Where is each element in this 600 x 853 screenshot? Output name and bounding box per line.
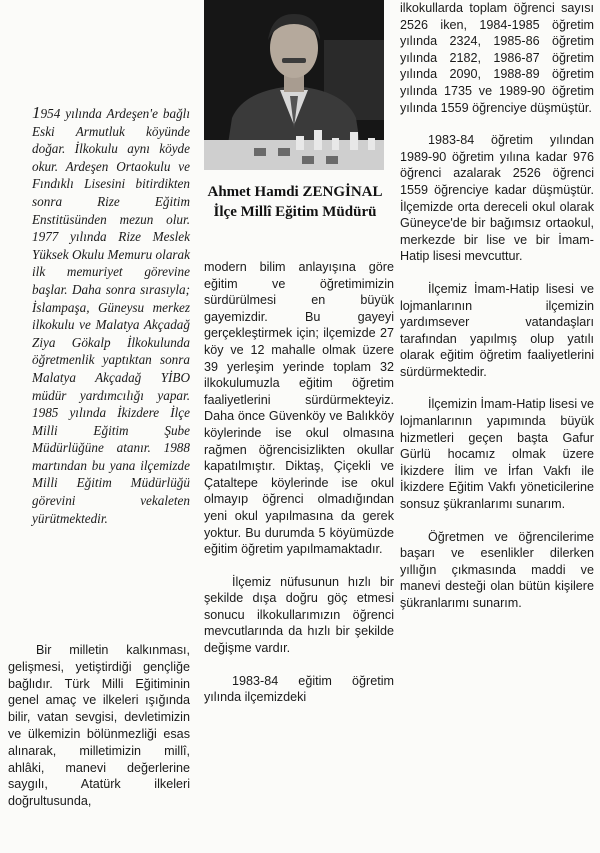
article-paragraph: İlçemiz İmam-Hatip lisesi ve lojmanlarının ilçemizin yardımsever vatandaşları tarafından yapılmış olup yatılı olarak eğitim öğretim faaliyetlerini sürdürmektedir.: [400, 281, 594, 379]
article-paragraph: 1983-84 öğretim yılından 1989-90 öğretim yılına kadar 976 öğrenci azalarak 2526 öğrenci 1559 öğrenciye kadar düşmüştür. İlçemizde orta dereceli okul olarak Güneyce'de bir bağımsız ortaokul, merkezde bir lise ve bir İmam-Hatip lisesi mevcuttur.: [400, 133, 594, 264]
article-middle-column: [204, 259, 394, 722]
biography-column: [32, 104, 190, 527]
bio-drop-cap: 1: [32, 103, 41, 122]
article-paragraph: Öğretmen ve öğrencilerime başarı ve esenlikler dilerken yıllığın çıkmasında maddi ve manevi desteği olan bütün kişilere şükranlarımı sunarım.: [400, 529, 594, 610]
article-paragraph: İlçemiz nüfusunun hızlı bir şekilde dışa doğru göç etmesi sonucu ilkokullarımızın öğrenci mevcutlarında da hızlı bir şekilde değişme vardır.: [204, 574, 394, 656]
bio-text: 954 yılında Ardeşen'e bağlı Eski Armutluk köyünde doğar. İlkokulu aynı köyde okur. Ardeşen Ortaokulu ve Fındıklı Lisesini bitirdikten sonra Rize Eğitim Enstitüsünden mezun olur. 1977 yılında Rize Meslek Yüksek Okulu Memuru olarak ilk memuriyet görevine başlar. Daha sonra sırasıyla; İslampaşa, Güneysu merkez ilkokulu ve Malatya Akçadağ Ziya Gökalp İlkokulunda öğretmenlik yaptıktan sonra Malatya Akçadağ YİBO müdür yardımcılığı yapar. 1985 yılında İkizdere İlçe Milli Eğitim Şube Müdürlüğüne atanır. 1988 martından bu yana ilçemizde Milli Eğitim Müdürlüğü görevini vekaleten yürütmektedir.: [32, 106, 190, 526]
photo-caption: [196, 182, 394, 222]
article-paragraph: modern bilim anlayışına göre eğitim ve öğretimimizin sürdürülmesi en büyük gayemizdir. Bu gayeyi gerçekleştirmek için; ilçemizde 27 köy ve 12 mahalle olmak üzere 39 yerleşim yerinde toplam 32 ilkokulumuzla eğitim öğretim faaliyetlerini sürdürmekteyiz. Daha önce Güvenköy ve Balıkköy köylerinde ise okul olmasına rağmen öğrencisizlikten okullar kapatılmıştır. Diktaş, Çiçekli ve Çataltepe köylerinde ise okul olmayıp öğrenci olmadığından yeni okul yapılmasına da gerek yoktur. Bu durumda 5 köyümüzde eğitim öğretim yapılmamaktadır.: [204, 260, 394, 557]
article-paragraph: ilkokullarda toplam öğrenci sayısı 2526 iken, 1984-1985 öğretim yılında 2324, 1985-86 öğretim yılında 2182, 1986-87 öğretim yılında 2090, 1988-89 öğretim yılında 1735 ve 1989-90 öğretim yılında 1559 öğrenciye düşmüştür.: [400, 1, 594, 115]
caption-name: Ahmet Hamdi ZENGİNAL: [207, 184, 383, 200]
article-right-column: [400, 0, 594, 628]
article-paragraph: Bir milletin kalkınması, gelişmesi, yetiştirdiği gençliğe bağlıdır. Türk Milli Eğitiminin genel amaç ve ilkeleri ışığında bilir, vatan sevgisi, devletimizin ve ülkemizin bölünmezliği esas alınarak, milletimizin millî, ahlâki, manevi değerlerine saygılı, Atatürk ilkeleri doğrultusunda,: [8, 643, 190, 809]
caption-title: İlçe Millî Eğitim Müdürü: [213, 204, 377, 220]
article-paragraph: 1983-84 eğitim öğretim yılında ilçemizdeki: [204, 673, 394, 705]
portrait-illustration: [204, 0, 384, 170]
portrait-photo: [204, 0, 384, 170]
article-paragraph: İlçemizin İmam-Hatip lisesi ve lojmanlarının yapımında büyük hizmetleri geçen başta Gafur Gürlü hocamız olmak üzere İkizdere İlim ve İrfan Vakfı ile İkizdere Eğitim Vakfı yöneticilerine sonsuz şükranlarımı sunarım.: [400, 397, 594, 512]
article-left-column: [8, 642, 190, 826]
